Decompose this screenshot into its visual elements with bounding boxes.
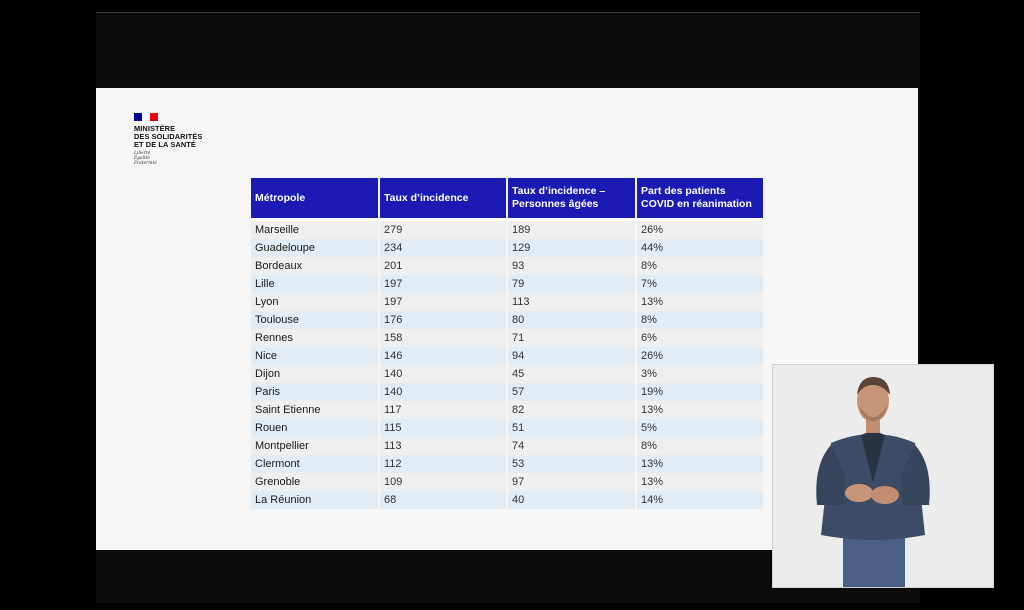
cell-incidence-rate: 201 (380, 257, 506, 275)
cell-incidence-elderly: 94 (508, 347, 635, 365)
cell-metropole: Toulouse (251, 311, 378, 329)
cell-icu-share: 3% (637, 365, 763, 383)
cell-metropole: Montpellier (251, 437, 378, 455)
french-flag-icon (134, 113, 158, 121)
cell-icu-share: 5% (637, 419, 763, 437)
cell-icu-share: 19% (637, 383, 763, 401)
cell-incidence-elderly: 129 (508, 239, 635, 257)
table-row (251, 293, 763, 311)
cell-metropole: Rouen (251, 419, 378, 437)
header-incidence-rate: Taux d’incidence (380, 178, 506, 221)
cell-incidence-rate: 197 (380, 275, 506, 293)
cell-incidence-elderly: 51 (508, 419, 635, 437)
ministry-logo (134, 113, 244, 166)
cell-icu-share: 26% (637, 221, 763, 239)
table-body (251, 221, 763, 509)
cell-metropole: Dijon (251, 365, 378, 383)
ministry-name: MINISTÈRE DES SOLIDARITÉS ET DE LA SANTÉ (134, 124, 203, 149)
table-header-row (251, 178, 763, 221)
cell-icu-share: 7% (637, 275, 763, 293)
cell-metropole: Clermont (251, 455, 378, 473)
table-row (251, 491, 763, 509)
interpreter-figure (773, 365, 993, 587)
cell-metropole: Bordeaux (251, 257, 378, 275)
cell-metropole: Rennes (251, 329, 378, 347)
cell-incidence-elderly: 71 (508, 329, 635, 347)
table-row (251, 275, 763, 293)
cell-icu-share: 44% (637, 239, 763, 257)
sign-language-interpreter-inset (772, 364, 994, 588)
cell-incidence-elderly: 45 (508, 365, 635, 383)
cell-metropole: La Réunion (251, 491, 378, 509)
cell-metropole: Lyon (251, 293, 378, 311)
cell-icu-share: 13% (637, 401, 763, 419)
cell-incidence-rate: 112 (380, 455, 506, 473)
cell-incidence-elderly: 57 (508, 383, 635, 401)
cell-metropole: Lille (251, 275, 378, 293)
table-row (251, 473, 763, 491)
cell-incidence-rate: 140 (380, 365, 506, 383)
cell-icu-share: 13% (637, 293, 763, 311)
cell-metropole: Marseille (251, 221, 378, 239)
cell-incidence-elderly: 40 (508, 491, 635, 509)
cell-metropole: Grenoble (251, 473, 378, 491)
cell-incidence-rate: 140 (380, 383, 506, 401)
cell-incidence-rate: 176 (380, 311, 506, 329)
cell-metropole: Nice (251, 347, 378, 365)
cell-incidence-elderly: 80 (508, 311, 635, 329)
table-row (251, 401, 763, 419)
cell-icu-share: 13% (637, 473, 763, 491)
cell-incidence-elderly: 74 (508, 437, 635, 455)
cell-icu-share: 6% (637, 329, 763, 347)
header-metropole: Métropole (251, 178, 378, 221)
header-incidence-elderly: Taux d’incidence – Personnes âgées (508, 178, 635, 221)
cell-icu-share: 26% (637, 347, 763, 365)
cell-incidence-elderly: 53 (508, 455, 635, 473)
cell-incidence-rate: 146 (380, 347, 506, 365)
table-row (251, 437, 763, 455)
cell-incidence-rate: 279 (380, 221, 506, 239)
cell-metropole: Saint Etienne (251, 401, 378, 419)
incidence-table (249, 178, 765, 509)
cell-incidence-elderly: 189 (508, 221, 635, 239)
cell-incidence-elderly: 97 (508, 473, 635, 491)
cell-metropole: Guadeloupe (251, 239, 378, 257)
cell-incidence-rate: 68 (380, 491, 506, 509)
cell-icu-share: 13% (637, 455, 763, 473)
table-row (251, 383, 763, 401)
table-row (251, 419, 763, 437)
table-row (251, 329, 763, 347)
cell-metropole: Paris (251, 383, 378, 401)
table-row (251, 221, 763, 239)
cell-incidence-elderly: 93 (508, 257, 635, 275)
cell-incidence-rate: 197 (380, 293, 506, 311)
table-row (251, 257, 763, 275)
table-row (251, 455, 763, 473)
cell-incidence-rate: 113 (380, 437, 506, 455)
cell-incidence-rate: 234 (380, 239, 506, 257)
ministry-motto: Liberté Égalité Fraternité (134, 151, 157, 166)
cell-incidence-elderly: 79 (508, 275, 635, 293)
header-icu-share: Part des patients COVID en réanimation (637, 178, 763, 221)
cell-incidence-rate: 117 (380, 401, 506, 419)
cell-icu-share: 8% (637, 437, 763, 455)
cell-incidence-elderly: 113 (508, 293, 635, 311)
cell-icu-share: 14% (637, 491, 763, 509)
cell-icu-share: 8% (637, 311, 763, 329)
cell-icu-share: 8% (637, 257, 763, 275)
table-row (251, 311, 763, 329)
cell-incidence-rate: 115 (380, 419, 506, 437)
cell-incidence-rate: 158 (380, 329, 506, 347)
cell-incidence-elderly: 82 (508, 401, 635, 419)
table-row (251, 239, 763, 257)
table-row (251, 347, 763, 365)
table-row (251, 365, 763, 383)
cell-incidence-rate: 109 (380, 473, 506, 491)
